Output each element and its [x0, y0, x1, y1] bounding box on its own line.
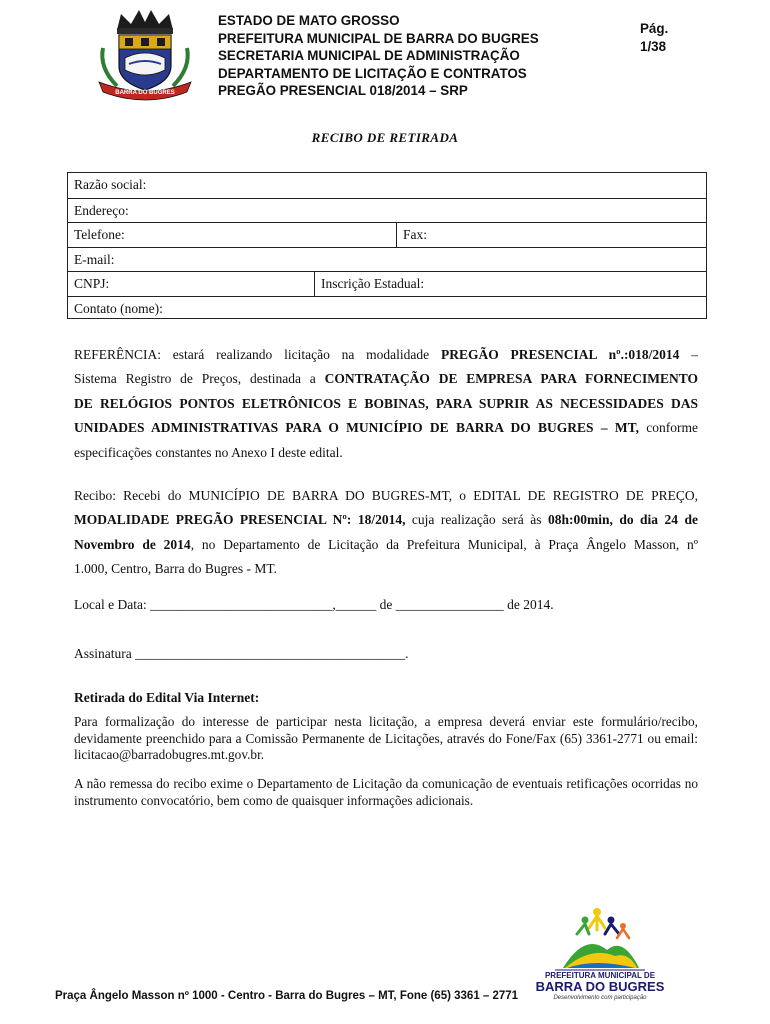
- logo-tagline: Desenvolvimento com participação: [553, 995, 647, 1001]
- crest-ribbon-text: BARRA DO BUGRES: [115, 90, 175, 96]
- page-number: 1/38: [640, 38, 667, 54]
- endereco-field[interactable]: Endereço:: [74, 202, 129, 218]
- fax-field[interactable]: Fax:: [396, 223, 706, 248]
- contato-field[interactable]: Contato (nome):: [74, 300, 163, 316]
- recibo-line-1: Recibo: Recebi do MUNICÍPIO DE BARRA DO BUGRES-MT, o EDITAL DE REGISTRO DE PREÇO,: [74, 488, 698, 503]
- header-line-secretaria: SECRETARIA MUNICIPAL DE ADMINISTRAÇÃO: [218, 48, 520, 63]
- referencia-line-2: Sistema Registro de Preços, destinada a CONTRATAÇÃO DE EMPRESA PARA FORNECIMENTO: [74, 371, 699, 387]
- assinatura-line[interactable]: Assinatura ________________________________________.: [74, 646, 409, 661]
- form-row-telefone: [68, 222, 706, 248]
- footer-address: Praça Ângelo Masson nº 1000 - Centro - Barra do Bugres – MT, Fone (65) 3361 – 2771: [55, 990, 519, 1002]
- form-row-razao-social: [68, 173, 706, 198]
- retirada-title: Retirada do Edital Via Internet:: [74, 690, 260, 705]
- inscricao-estadual-field[interactable]: Inscrição Estadual:: [314, 272, 706, 297]
- form-row-cnpj: [68, 271, 706, 297]
- company-form-table: [67, 172, 707, 319]
- telefone-field[interactable]: Telefone:: [74, 227, 125, 242]
- logo-line-2: BARRA DO BUGRES: [535, 979, 665, 994]
- local-data-line[interactable]: Local e Data: ___________________________,______ de ________________ de 2014.: [74, 597, 554, 612]
- recibo-line-2: MODALIDADE PREGÃO PRESENCIAL Nº: 18/2014, cuja realização será às 08h:00min, do dia 24 de: [74, 512, 698, 528]
- municipal-crest-icon: [95, 8, 195, 100]
- logo-line-1: PREFEITURA MUNICIPAL DE: [544, 971, 656, 980]
- recibo-paragraph: [74, 484, 698, 582]
- referencia-paragraph: [74, 343, 698, 465]
- form-row-endereco: [68, 198, 706, 224]
- email-field[interactable]: E-mail:: [74, 251, 115, 267]
- recibo-line-3: Novembro de 2014, no Departamento de Licitação da Prefeitura Municipal, à Praça Ângelo Masson, nº: [74, 536, 698, 552]
- form-row-contato: [68, 296, 706, 322]
- prefeitura-logo-icon: [535, 906, 665, 1002]
- retirada-paragraph-1: Para formalização do interesse de participar nesta licitação, a empresa deverá enviar este formulário/recibo, devidamente preenchido para a Comissão Permanente de Licitações, através do Fone/Fax (65) 3361-2771 ou email: licitacao@barradobugres.mt.gov.br.: [74, 714, 698, 762]
- form-row-email: [68, 247, 706, 273]
- header-line-departamento: DEPARTAMENTO DE LICITAÇÃO E CONTRATOS: [218, 65, 527, 81]
- referencia-line-3: DE RELÓGIOS PONTOS ELETRÔNICOS E BOBINAS, PARA SUPRIR AS NECESSIDADES DAS: [74, 395, 698, 411]
- cnpj-field[interactable]: CNPJ:: [74, 276, 110, 291]
- header-line-pregao: PREGÃO PRESENCIAL 018/2014 – SRP: [218, 83, 468, 98]
- page-label: Pág.: [640, 21, 669, 36]
- referencia-line-4: UNIDADES ADMINISTRATIVAS PARA O MUNICÍPIO DE BARRA DO BUGRES – MT, conforme: [74, 420, 698, 436]
- retirada-paragraph-2: A não remessa do recibo exime o Departamento de Licitação da comunicação de eventuais retificações ocorridas no instrumento convocatório, bem como de quaisquer informações adicionais.: [74, 776, 698, 808]
- header-line-state: ESTADO DE MATO GROSSO: [218, 13, 400, 28]
- header-block: [218, 12, 539, 100]
- razao-social-field[interactable]: Razão social:: [74, 177, 147, 192]
- recibo-line-4: 1.000, Centro, Barra do Bugres - MT.: [74, 561, 277, 577]
- header-line-prefeitura: PREFEITURA MUNICIPAL DE BARRA DO BUGRES: [218, 30, 539, 46]
- document-title: RECIBO DE RETIRADA: [311, 130, 459, 145]
- page-indicator: [640, 20, 668, 55]
- referencia-line-5: especificações constantes no Anexo I deste edital.: [74, 444, 343, 460]
- referencia-line-1: REFERÊNCIA: estará realizando licitação na modalidade PREGÃO PRESENCIAL nº.:018/2014 –: [74, 347, 698, 362]
